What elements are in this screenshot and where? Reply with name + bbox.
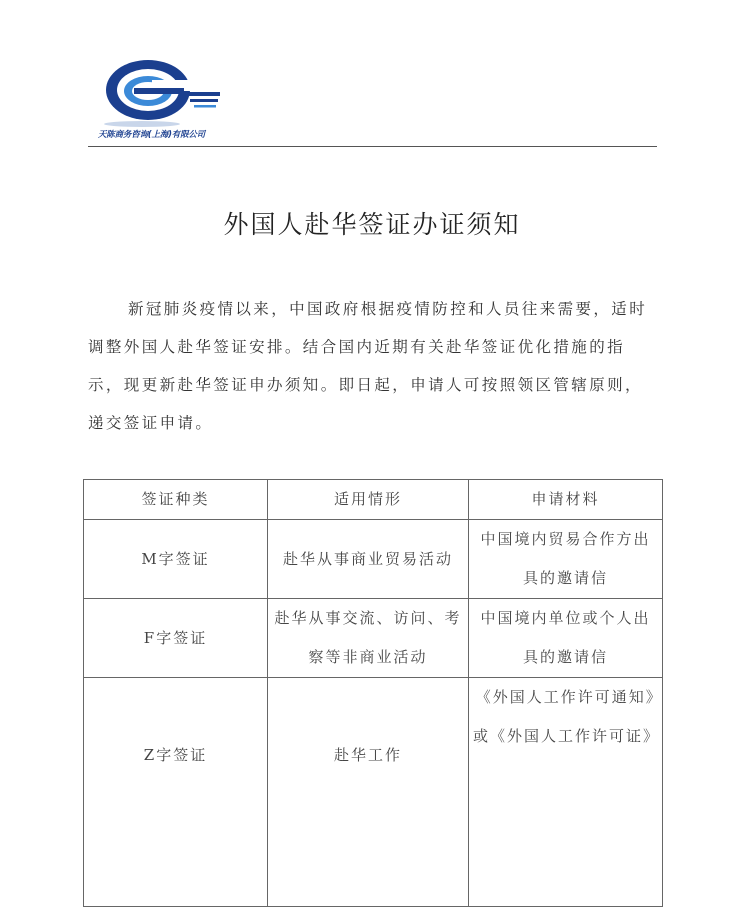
- visa-type-cell: F字签证: [84, 599, 268, 678]
- page-title: 外国人赴华签证办证须知: [223, 210, 521, 239]
- visa-type-cell: Z字签证: [84, 678, 268, 907]
- table-row: [84, 678, 663, 907]
- situation-cell: 赴华工作: [268, 678, 469, 907]
- visa-type-cell: M字签证: [84, 520, 268, 599]
- table-header-row: [84, 480, 663, 520]
- header-divider: [88, 146, 657, 147]
- company-name: 天陈商务咨询(上海)有限公司: [98, 130, 205, 140]
- column-header-visa-type: 签证种类: [84, 480, 268, 520]
- materials-cell: 中国境内贸易合作方出具的邀请信: [469, 520, 663, 599]
- visa-table: [83, 479, 663, 907]
- situation-cell: 赴华从事交流、访问、考察等非商业活动: [268, 599, 469, 678]
- intro-paragraph: 新冠肺炎疫情以来，中国政府根据疫情防控和人员往来需要，适时调整外国人赴华签证安排。结合国内近期有关赴华签证优化措施的指示，现更新赴华签证申办须知。即日起，申请人可按照领区管辖原则，递交签证申请。: [88, 300, 648, 432]
- column-header-materials: 申请材料: [469, 480, 663, 520]
- column-header-situation: 适用情形: [268, 480, 469, 520]
- materials-cell: 中国境内单位或个人出具的邀请信: [469, 599, 663, 678]
- situation-cell: 赴华从事商业贸易活动: [268, 520, 469, 599]
- materials-cell: 《外国人工作许可通知》或《外国人工作许可证》: [469, 678, 663, 907]
- table-row: [84, 599, 663, 678]
- table-row: [84, 520, 663, 599]
